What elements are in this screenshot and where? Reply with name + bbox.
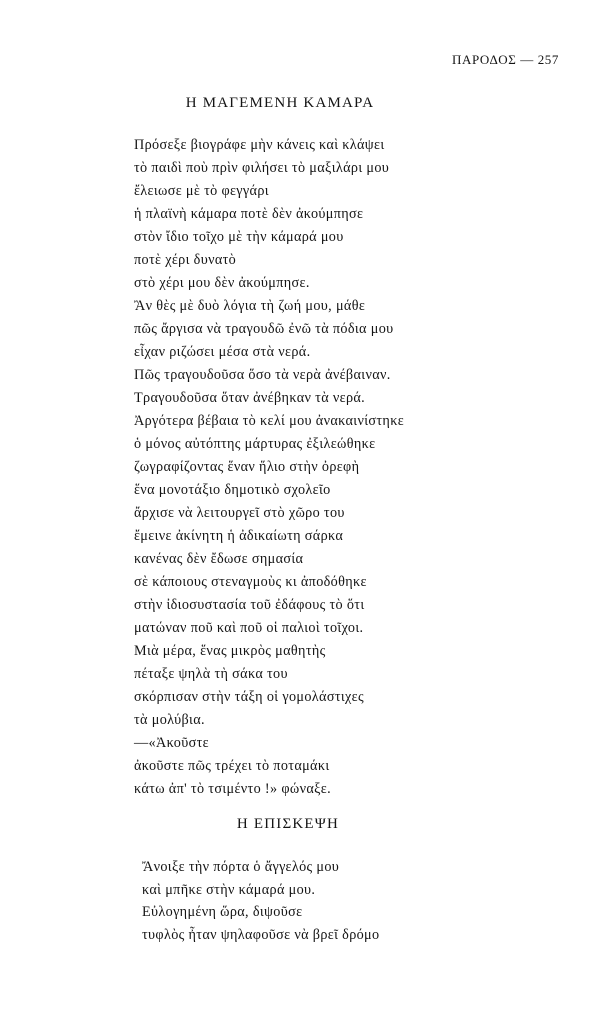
verse-line: ὁ μόνος αὐτόπτης μάρτυρας ἐξιλεώθηκε <box>134 436 376 452</box>
poem-body-magemeni-kamara <box>134 134 404 801</box>
verse-line: ἀκοῦστε πῶς τρέχει τὸ ποταμάκι <box>134 758 330 774</box>
running-head: ΠΑΡΟΔΟΣ — 257 <box>452 52 559 67</box>
verse-line: ματώναν ποῦ καὶ ποῦ οἱ παλιοὶ τοῖχοι. <box>134 620 364 636</box>
verse-line: —«Ἀκοῦστε <box>134 735 209 751</box>
verse-line: σὲ κάποιους στεναγμοὺς κι ἀποδόθηκε <box>134 574 367 590</box>
verse-line: ἡ πλαϊνὴ κάμαρα ποτὲ δὲν ἀκούμπησε <box>134 206 364 222</box>
verse-line: καὶ μπῆκε στὴν κάμαρά μου. <box>142 881 316 898</box>
verse-line: τὰ μολύβια. <box>134 712 205 728</box>
verse-line: στὴν ἰδιοσυστασία τοῦ ἐδάφους τὸ ὅτι <box>134 597 365 613</box>
verse-line: ἔμεινε ἀκίνητη ἡ ἀδικαίωτη σάρκα <box>134 528 344 544</box>
verse-line: πέταξε ψηλὰ τὴ σάκα του <box>134 666 288 682</box>
verse-line: τὸ παιδὶ ποὺ πρὶν φιλήσει τὸ μαξιλάρι μου <box>134 160 390 176</box>
verse-line: ποτὲ χέρι δυνατὸ <box>134 252 237 268</box>
verse-line: ζωγραφίζοντας ἕναν ἥλιο στὴν ὀρεφὴ <box>134 459 360 475</box>
verse-line: Τραγουδοῦσα ὅταν ἀνέβηκαν τὰ νερά. <box>134 390 366 406</box>
verse-line: Εὐλογημένη ὥρα, διψοῦσε <box>142 904 303 920</box>
verse-line: εἶχαν ριζώσει μέσα στὰ νερά. <box>134 344 311 360</box>
verse-line: σκόρπισαν στὴν τάξη οἱ γομολάστιχες <box>134 689 364 705</box>
verse-line: Μιὰ μέρα, ἕνας μικρὸς μαθητὴς <box>134 643 326 659</box>
verse-line: στὸ χέρι μου δὲν ἀκούμπησε. <box>134 275 310 291</box>
verse-line: κάτω ἀπ' τὸ τσιμέντο !» φώναξε. <box>134 781 331 797</box>
verse-line: Ἄνοιξε τὴν πόρτα ὁ ἄγγελός μου <box>142 859 340 875</box>
verse-line: ἔλειωσε μὲ τὸ φεγγάρι <box>134 183 269 199</box>
verse-line: πῶς ἄργισα νὰ τραγουδῶ ἐνῶ τὰ πόδια μου <box>134 321 394 337</box>
verse-line: ἄρχισε νὰ λειτουργεῖ στὸ χῶρο του <box>134 505 345 521</box>
verse-line: ἕνα μονοτάξιο δημοτικὸ σχολεῖο <box>134 482 331 498</box>
verse-line: Πρόσεξε βιογράφε μὴν κάνεις καὶ κλάψει <box>134 137 385 153</box>
verse-line: Ἀργότερα βέβαια τὸ κελί μου ἀνακαινίστηκε <box>134 413 405 429</box>
verse-line: στὸν ἴδιο τοῖχο μὲ τὴν κάμαρά μου <box>134 229 344 245</box>
poem-title-episkepsi: Η ΕΠΙΣΚΕΨΗ <box>236 816 340 832</box>
verse-line: Ἂν θὲς μὲ δυὸ λόγια τὴ ζωή μου, μάθε <box>134 298 366 314</box>
poem-title-magemeni-kamara: Η ΜΑΓΕΜΕΝΗ ΚΑΜΑΡΑ <box>185 95 375 111</box>
verse-line: τυφλὸς ἦταν ψηλαφοῦσε νὰ βρεῖ δρόμο <box>142 926 380 943</box>
verse-line: Πῶς τραγουδοῦσα ὅσο τὰ νερὰ ἀνέβαιναν. <box>134 367 391 383</box>
verse-line: κανένας δὲν ἔδωσε σημασία <box>134 551 304 567</box>
poem-body-episkepsi <box>142 856 379 946</box>
